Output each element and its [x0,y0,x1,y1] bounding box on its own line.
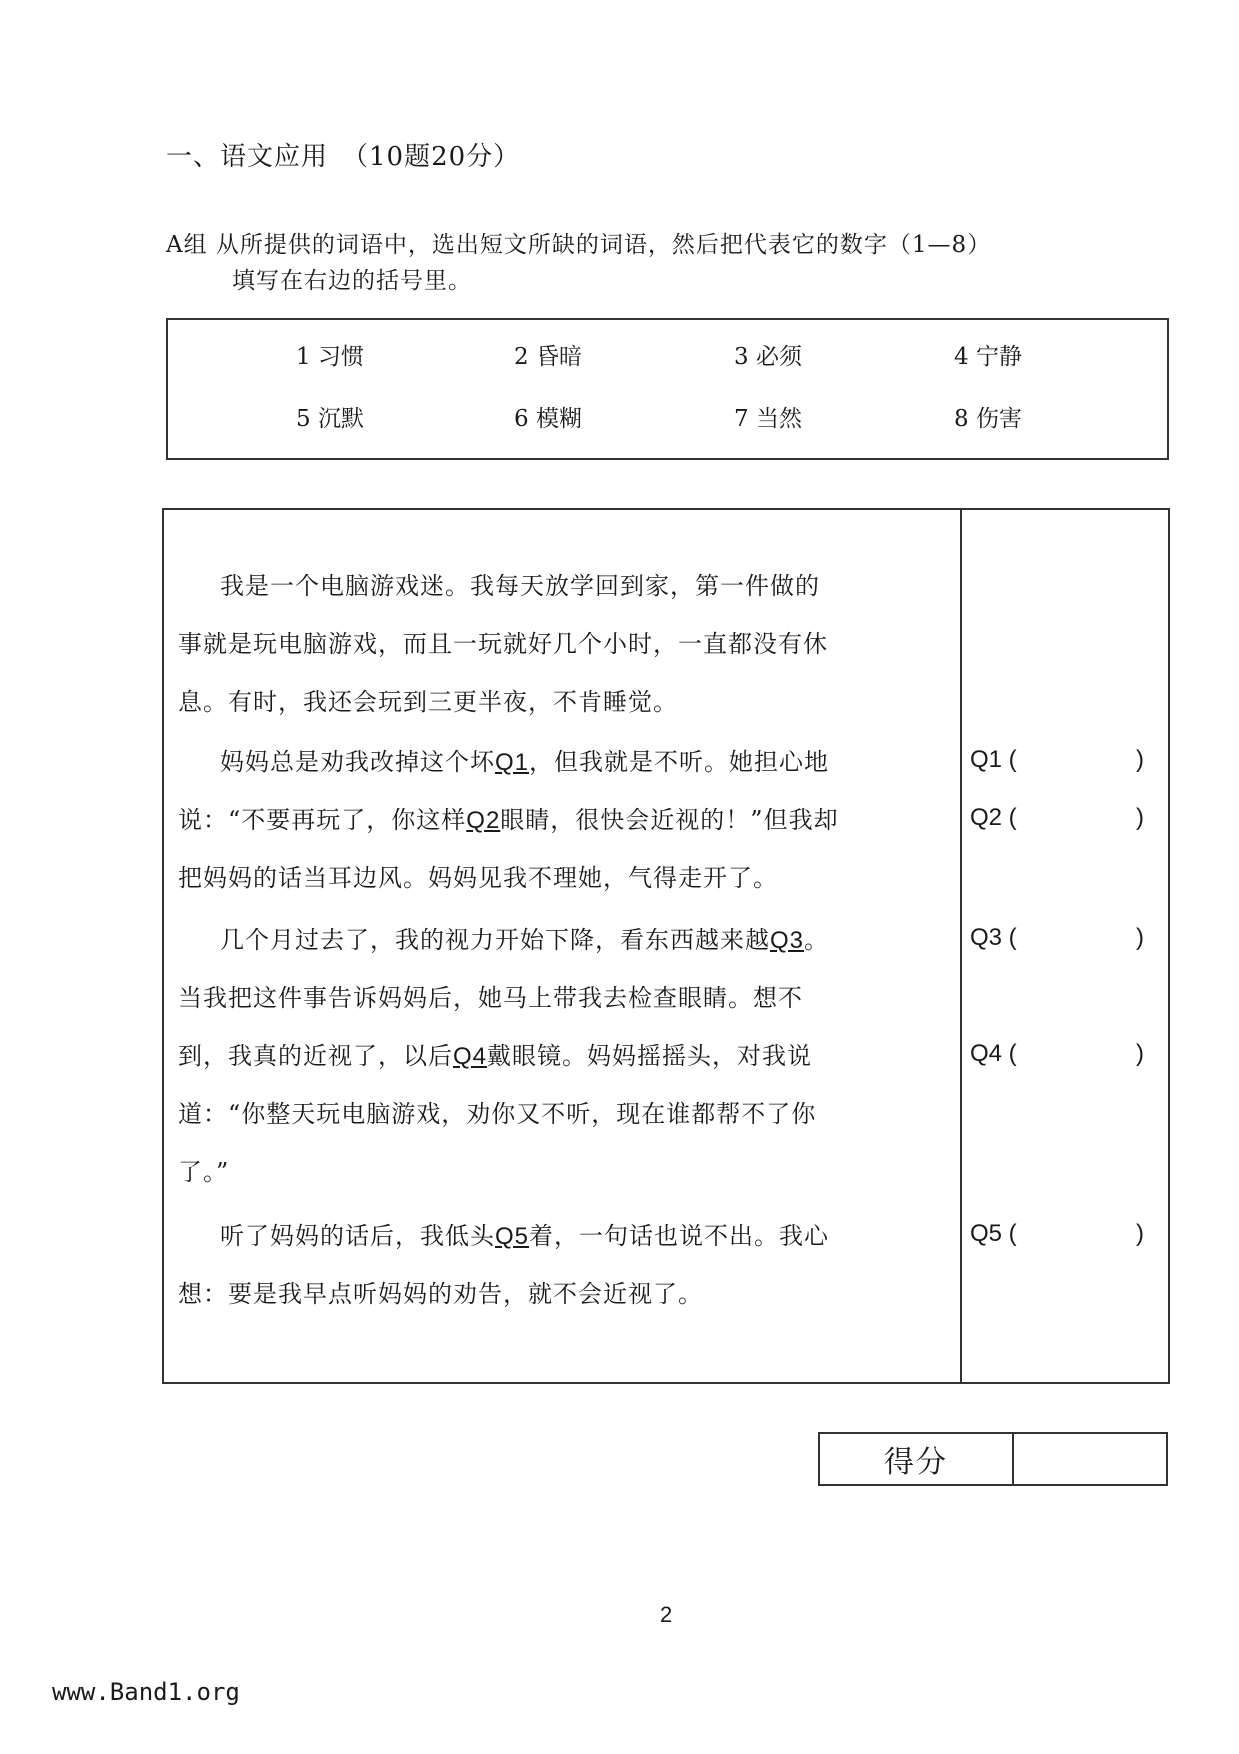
passage-line: 把妈妈的话当耳边风。妈妈见我不理她，气得走开了。 [178,864,778,892]
passage-line: 当我把这件事告诉妈妈后，她马上带我去检查眼睛。想不 [178,984,803,1012]
passage-line: 息。有时，我还会玩到三更半夜，不肯睡觉。 [178,688,678,716]
instruction-line-1: A组 从所提供的词语中，选出短文所缺的词语，然后把代表它的数字（1—8） [166,232,992,258]
word-bank-box [166,318,1169,460]
passage-line: 说：“不要再玩了，你这样Q2眼睛，很快会近视的！”但我却 [178,806,839,834]
watermark: www.Band1.org [52,1678,240,1706]
score-box [818,1432,1168,1486]
page-number: 2 [660,1602,673,1627]
word-option-4: 4 宁静 [954,344,1022,370]
blank-q2: Q2 [466,807,501,834]
blank-q3: Q3 [770,927,805,954]
passage-line: 想：要是我早点听妈妈的劝告，就不会近视了。 [178,1280,703,1308]
passage-line: 了。” [178,1158,230,1186]
passage-line: 妈妈总是劝我改掉这个坏Q1，但我就是不听。她担心地 [220,748,830,776]
column-divider [960,510,962,1382]
word-option-7: 7 当然 [734,406,802,432]
answer-slot-q4[interactable]: Q4 ( ) [970,1040,1144,1067]
passage-line: 听了妈妈的话后，我低头Q5着，一句话也说不出。我心 [220,1222,830,1250]
answer-slot-q1[interactable]: Q1 ( ) [970,746,1144,773]
answer-slot-q5[interactable]: Q5 ( ) [970,1220,1144,1247]
word-option-5: 5 沉默 [296,406,364,432]
score-value-field[interactable] [1014,1434,1166,1484]
word-option-6: 6 模糊 [514,406,582,432]
passage-line: 道：“你整天玩电脑游戏，劝你又不听，现在谁都帮不了你 [178,1100,817,1128]
word-option-8: 8 伤害 [954,406,1022,432]
passage-line: 我是一个电脑游戏迷。我每天放学回到家，第一件做的 [220,572,820,600]
section-heading: 一、语文应用 （10题20分） [166,142,521,172]
instruction-line-2: 填写在右边的括号里。 [232,268,472,294]
passage-box [162,508,1170,1384]
passage-line: 事就是玩电脑游戏，而且一玩就好几个小时，一直都没有休 [178,630,828,658]
blank-q5: Q5 [495,1223,530,1250]
passage-line: 几个月过去了，我的视力开始下降，看东西越来越Q3。 [220,926,830,954]
word-option-2: 2 昏暗 [514,344,582,370]
word-option-1: 1 习惯 [296,344,364,370]
blank-q4: Q4 [453,1043,488,1070]
answer-slot-q3[interactable]: Q3 ( ) [970,924,1144,951]
answer-slot-q2[interactable]: Q2 ( ) [970,804,1144,831]
word-option-3: 3 必须 [734,344,802,370]
score-label: 得分 [820,1434,1014,1484]
blank-q1: Q1 [495,749,530,776]
passage-line: 到，我真的近视了，以后Q4戴眼镜。妈妈摇摇头，对我说 [178,1042,813,1070]
